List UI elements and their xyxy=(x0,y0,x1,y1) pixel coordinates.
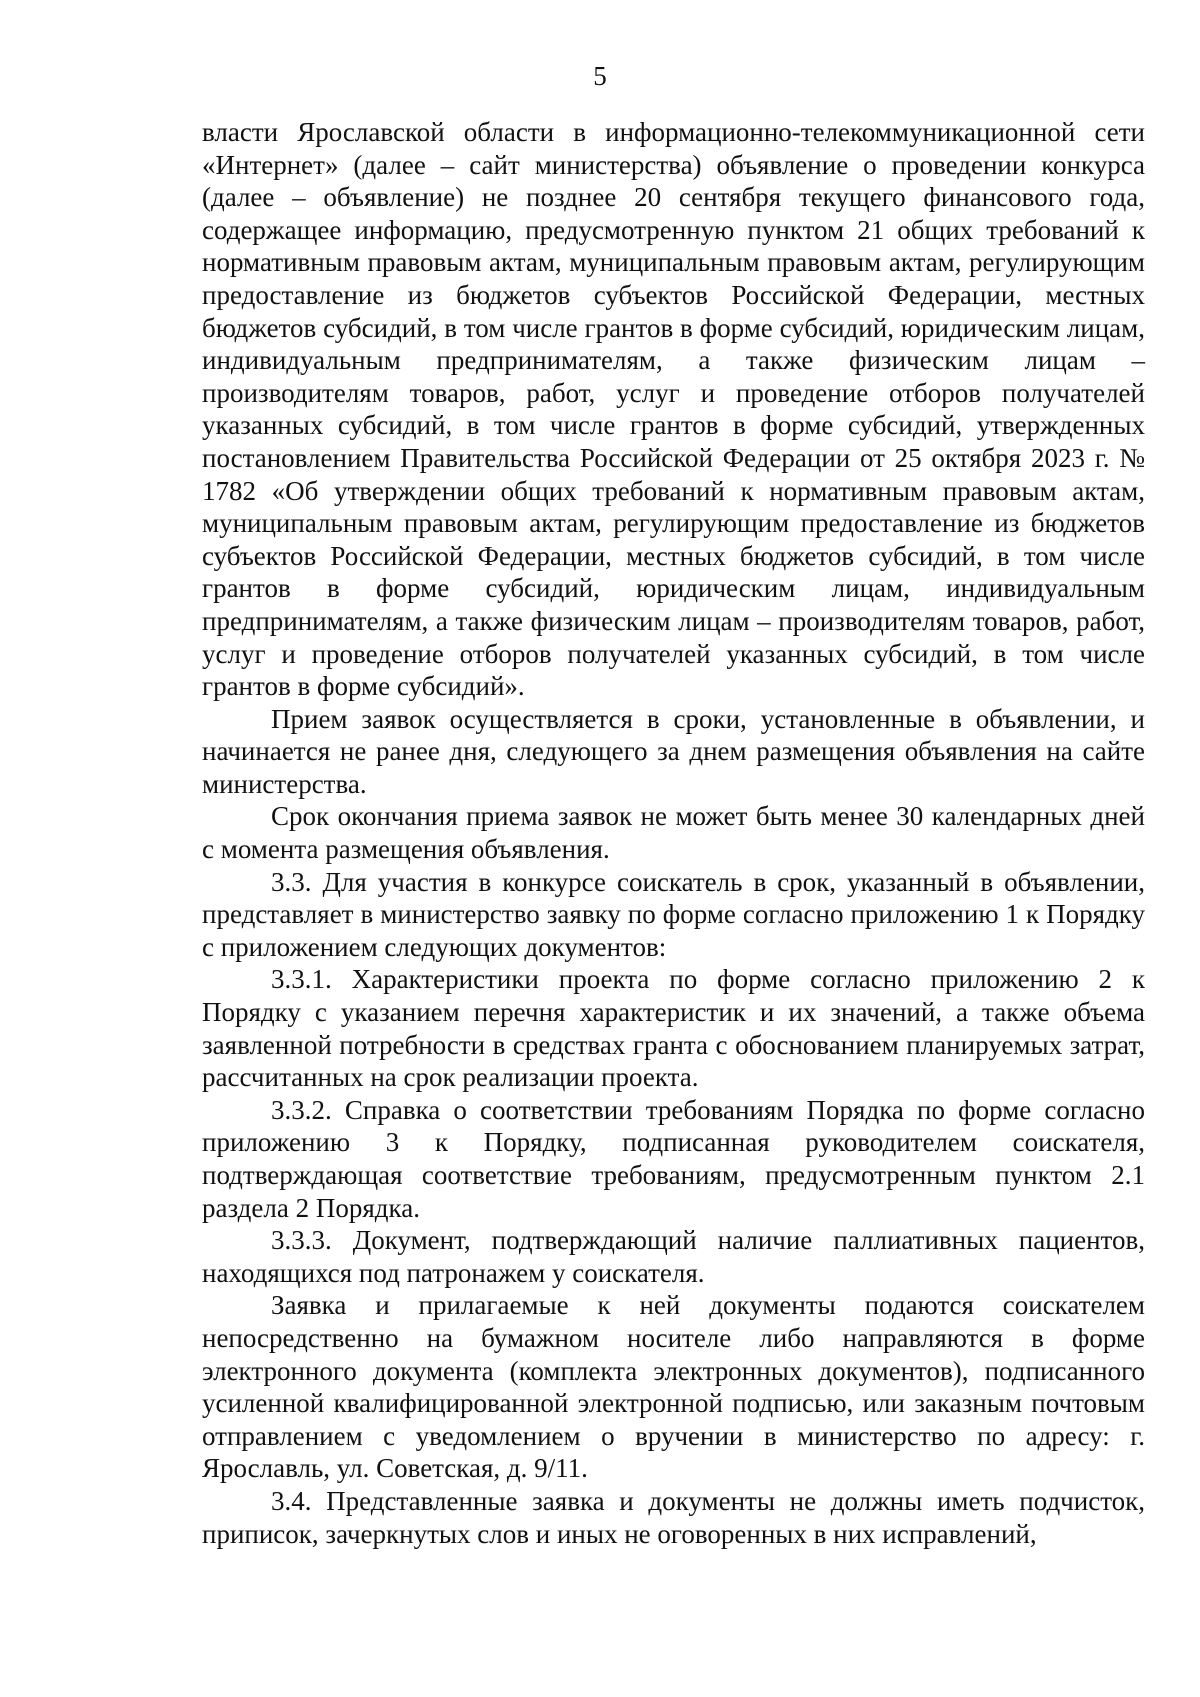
paragraph: Заявка и прилагаемые к ней документы подаются соискателем непосредственно на бумажном носителе либо направляются в форме электронного документа (комплекта электронных документов), подписанного усиленной квалифицированной электронной подписью, или заказным почтовым отправлением с уведомлением о вручении в министерство по адресу: г. Ярославль, ул. Советская, д. 9/11. xyxy=(202,1290,1145,1484)
page-number: 5 xyxy=(593,61,607,91)
document-body xyxy=(202,116,1145,1550)
paragraph: Прием заявок осуществляется в сроки, установленные в объявлении, и начинается не ранее дня, следующего за днем размещения объявления на сайте министерства. xyxy=(202,703,1145,799)
paragraph: власти Ярославской области в информационно-телекоммуникационной сети «Интернет» (далее – сайт министерства) объявление о проведении конкурса (далее – объявление) не позднее 20 сентября текущего финансового года, содержащее информацию, предусмотренную пунктом 21 общих требований к нормативным правовым актам, муниципальным правовым актам, регулирующим предоставление из бюджетов субъектов Российской Федерации, местных бюджетов субсидий, в том числе грантов в форме субсидий, юридическим лицам, индивидуальным предпринимателям, а также физическим лицам – производителям товаров, работ, услуг и проведение отборов получателей указанных субсидий, в том числе грантов в форме субсидий, утвержденных постановлением Правительства Российской Федерации от 25 октября 2023 г. № 1782 «Об утверждении общих требований к нормативным правовым актам, муниципальным правовым актам, регулирующим предоставление из бюджетов субъектов Российской Федерации, местных бюджетов субсидий, в том числе грантов в форме субсидий, юридическим лицам, индивидуальным предпринимателям, а также физическим лицам – производителям товаров, работ, услуг и проведение отборов получателей указанных субсидий, в том числе грантов в форме субсидий». xyxy=(202,117,1145,702)
paragraph: 3.3.3. Документ, подтверждающий наличие паллиативных пациентов, находящихся под патронажем у соискателя. xyxy=(202,1225,1145,1288)
paragraph: Срок окончания приема заявок не может быть менее 30 календарных дней с момента размещения объявления. xyxy=(202,801,1145,865)
paragraph: 3.3.2. Справка о соответствии требованиям Порядка по форме согласно приложению 3 к Порядку, подписанная руководителем соискателя, подтверждающая соответствие требованиям, предусмотренным пунктом 2.1 раздела 2 Порядка. xyxy=(202,1094,1145,1223)
paragraph: 3.3.1. Характеристики проекта по форме согласно приложению 2 к Порядку с указанием перечня характеристик и их значений, а также объема заявленной потребности в средствах гранта с обоснованием планируемых затрат, рассчитанных на срок реализации проекта. xyxy=(202,964,1145,1093)
paragraph: 3.4. Представленные заявка и документы не должны иметь подчисток, приписок, зачеркнутых слов и иных не оговоренных в них исправлений, xyxy=(202,1485,1145,1549)
paragraph: 3.3. Для участия в конкурсе соискатель в срок, указанный в объявлении, представляет в министерство заявку по форме согласно приложению 1 к Порядку с приложением следующих документов: xyxy=(202,866,1145,962)
